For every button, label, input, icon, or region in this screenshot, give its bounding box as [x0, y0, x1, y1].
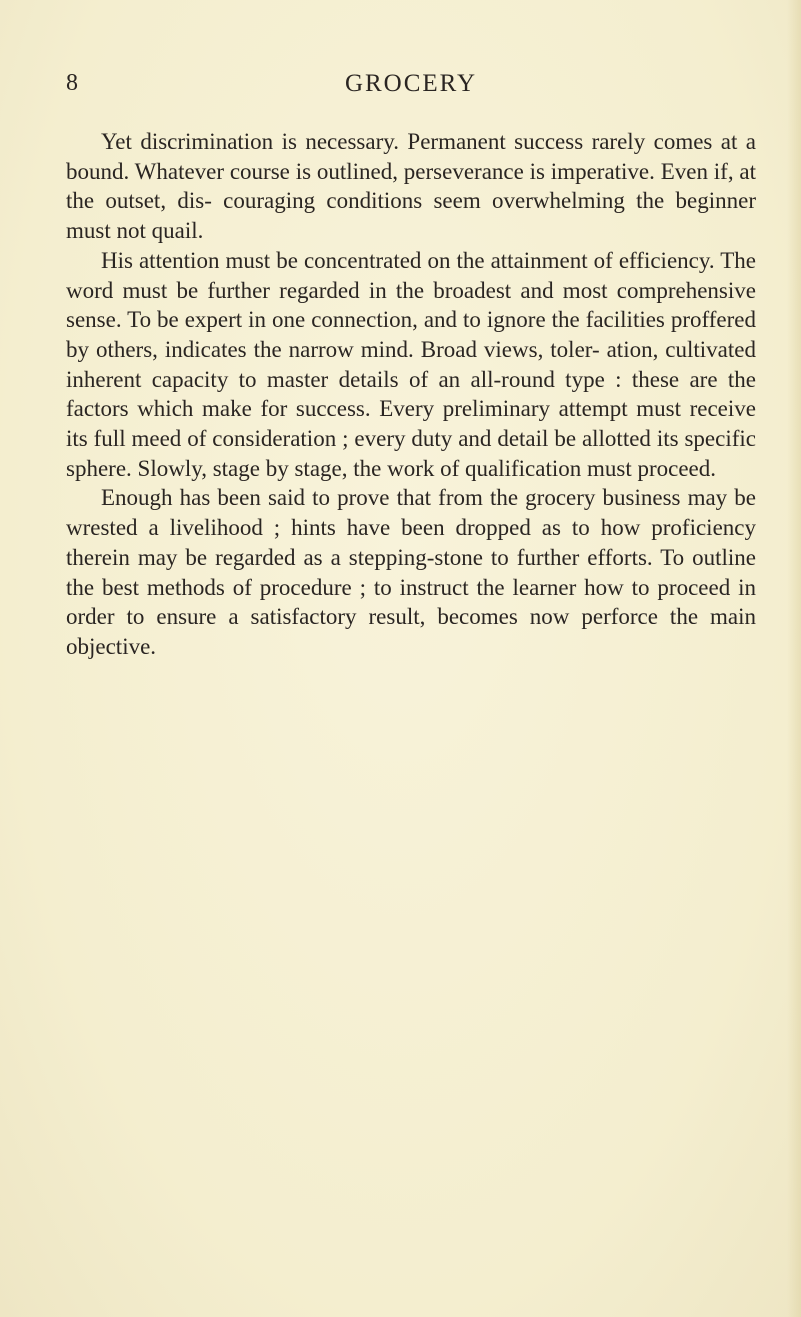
running-head: GROCERY: [344, 70, 478, 97]
page-number: 8: [66, 70, 79, 96]
paragraph: Enough has been said to prove that from the grocery business may be wrested a livelihood ; hints have been dropped as to how proficiency therein may be regarded as a stepping-stone to further efforts. To outline the best methods of procedure ; to instruct the learner how to proceed in order to ensure a satisfactory result, becomes now perforce the main objective.: [66, 485, 756, 659]
page-header: [66, 70, 742, 106]
page-edge-shading: [787, 0, 801, 1317]
paragraph: His attention must be concentrated on the attainment of efficiency. The word must be further regarded in the broadest and most comprehensive sense. To be expert in one connection, and to ignore the facilities proffered by others, indicates the narrow mind. Broad views, toler- ation, cultivated inherent capacity to master details of an all-round type : these are the factors which make for success. Every preliminary attempt must receive its full meed of consideration ; every duty and detail be allotted its specific sphere. Slowly, stage by stage, the work of qualification must proceed.: [66, 247, 756, 481]
body-text: [66, 127, 756, 662]
paragraph: Yet discrimination is necessary. Permanent success rarely comes at a bound. Whatever course is outlined, perseverance is imperative. Even if, at the outset, dis- couraging conditions seem overwhelming the beginner must not quail.: [66, 129, 756, 244]
